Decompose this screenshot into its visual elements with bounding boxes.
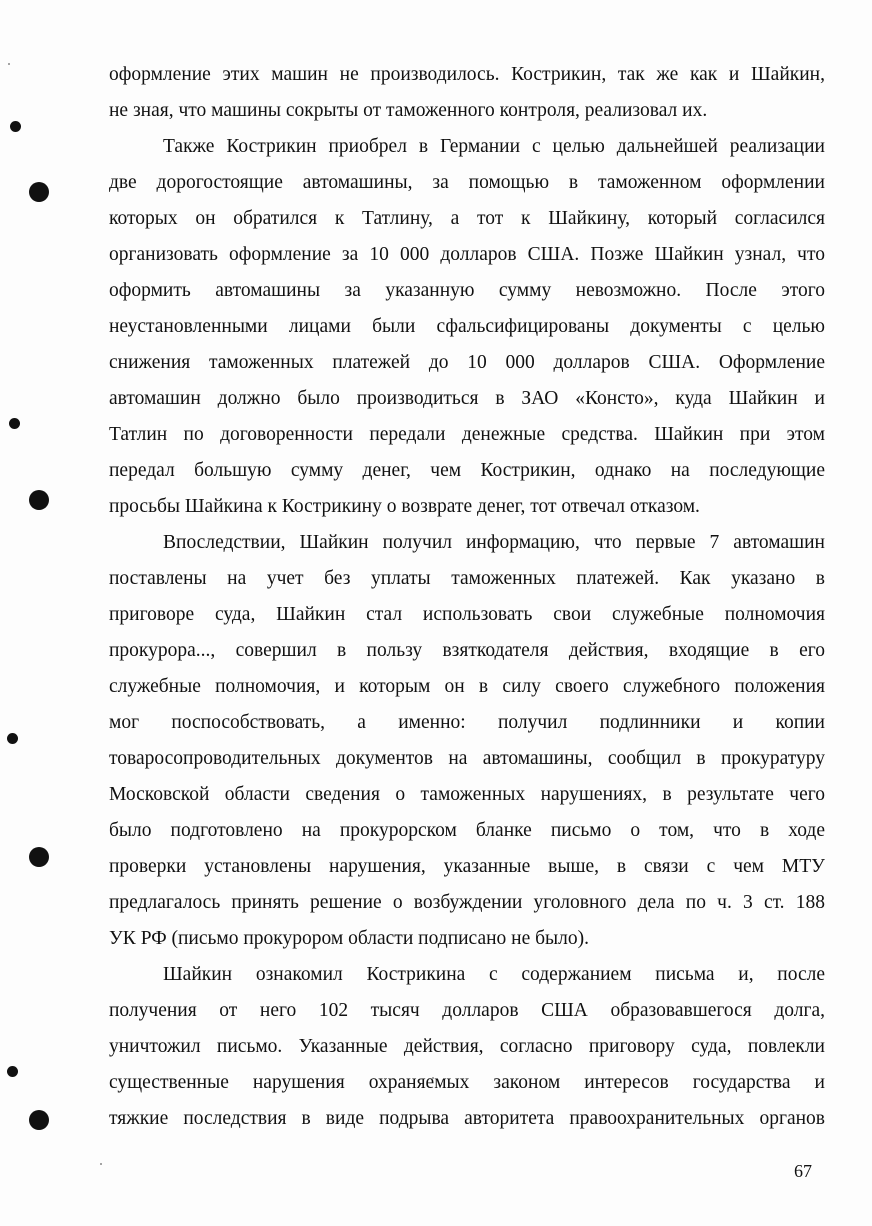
scan-speck [100,1163,102,1165]
text-line: мог поспособствовать, а именно: получил подлинники и копии [109,712,825,733]
text-line: прокурора..., совершил в пользу взяткодателя действия, входящие в его [109,640,825,661]
text-line: товаросопроводительных документов на автомашины, сообщил в прокуратуру [109,748,825,769]
text-line: Также Кострикин приобрел в Германии с целью дальнейшей реализации [163,136,825,157]
text-line: Шайкин ознакомил Кострикина с содержанием письма и, после [163,964,825,985]
text-line: предлагалось принять решение о возбуждении уголовного дела по ч. 3 ст. 188 [109,892,825,913]
text-line: существенные нарушения охраняемых законом интересов государства и [109,1072,825,1093]
text-line: тяжкие последствия в виде подрыва авторитета правоохранительных органов [109,1108,825,1129]
punch-hole [9,418,20,429]
text-line: две дорогостоящие автомашины, за помощью в таможенном оформлении [109,172,825,193]
text-line: приговоре суда, Шайкин стал использовать свои служебные полномочия [109,604,825,625]
text-line: проверки установлены нарушения, указанные выше, в связи с чем МТУ [109,856,825,877]
punch-hole [29,847,49,867]
text-line: которых он обратился к Татлину, а тот к Шайкину, который согласился [109,208,825,229]
text-line: снижения таможенных платежей до 10 000 долларов США. Оформление [109,352,825,373]
punch-hole [29,490,49,510]
text-line: было подготовлено на прокурорском бланке письмо о том, что в ходе [109,820,825,841]
page-number: 67 [794,1161,812,1181]
text-line: УК РФ (письмо прокурором области подписано не было). [109,928,590,949]
text-line: Татлин по договоренности передали денежные средства. Шайкин при этом [109,424,825,445]
text-line: не зная, что машины сокрыты от таможенного контроля, реализовал их. [109,100,708,121]
text-line: получения от него 102 тысяч долларов США образовавшегося долга, [109,1000,825,1021]
text-line: поставлены на учет без уплаты таможенных платежей. Как указано в [109,568,825,589]
text-line: Московской области сведения о таможенных нарушениях, в результате чего [109,784,825,805]
text-line: передал большую сумму денег, чем Кострикин, однако на последующие [109,460,825,481]
text-line: организовать оформление за 10 000 долларов США. Позже Шайкин узнал, что [109,244,825,265]
punch-hole [7,733,18,744]
punch-hole [10,121,21,132]
punch-hole [29,182,49,202]
text-line: оформление этих машин не производилось. Кострикин, так же как и Шайкин, [109,64,825,85]
text-line: неустановленными лицами были сфальсифицированы документы с целью [109,316,825,337]
text-line: служебные полномочия, и которым он в силу своего служебного положения [109,676,825,697]
text-line: Впоследствии, Шайкин получил информацию, что первые 7 автомашин [163,532,825,553]
punch-hole [29,1110,49,1130]
text-line: автомашин должно было производиться в ЗАО «Консто», куда Шайкин и [109,388,825,409]
body-text [109,57,825,1137]
text-line: оформить автомашины за указанную сумму невозможно. После этого [109,280,825,301]
scan-speck [8,63,10,65]
punch-hole [7,1066,18,1077]
text-line: уничтожил письмо. Указанные действия, согласно приговору суда, повлекли [109,1036,825,1057]
text-line: просьбы Шайкина к Кострикину о возврате денег, тот отвечал отказом. [109,496,700,517]
